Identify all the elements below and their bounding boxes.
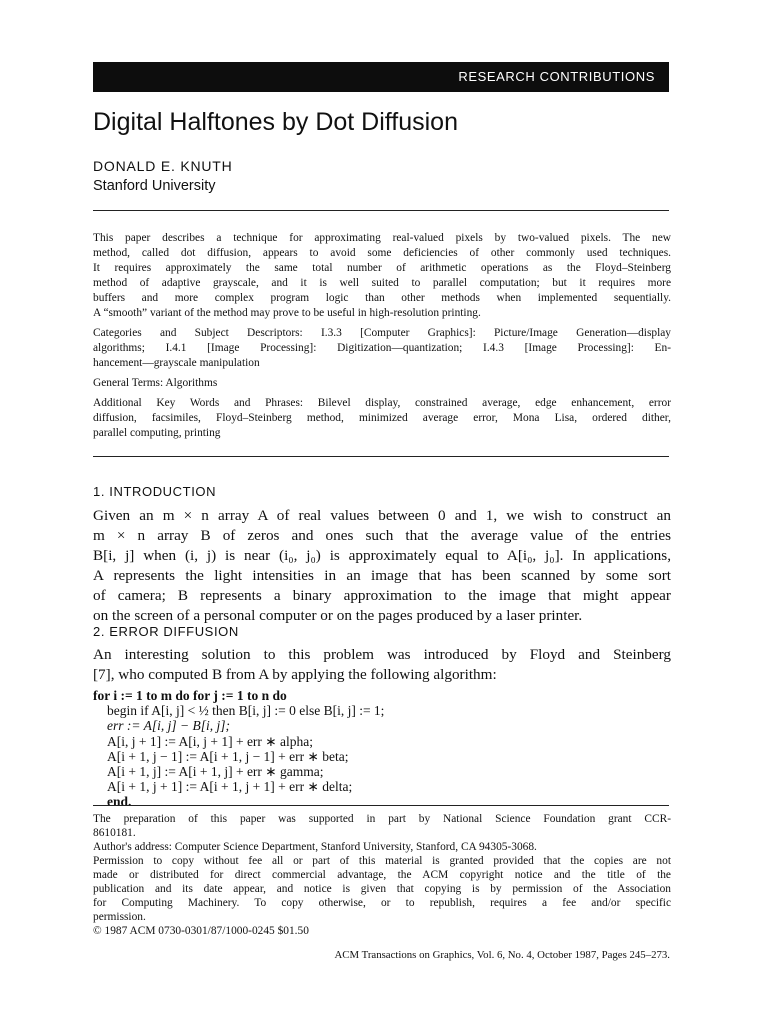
footnote-line: for Computing Machinery. To copy otherwise, or to republish, requires a fee and/or specific <box>93 897 671 909</box>
abstract-line: This paper describes a technique for approximating real-valued pixels by two-valued pixels. The new <box>93 232 671 244</box>
body-line: of camera; B represents a binary approximation to the image that might appear <box>93 587 671 604</box>
abstract-line: buffers and more complex program logic than other methods when implemented sequentially. <box>93 292 671 304</box>
body-line: A represents the light intensities in an image that has been scanned by some sort <box>93 567 671 584</box>
algorithm-line: begin if A[i, j] < ½ then B[i, j] := 0 else B[i, j] := 1; <box>107 703 385 719</box>
footnote-line: permission. <box>93 911 146 923</box>
keywords-line: diffusion, facsimiles, Floyd–Steinberg method, minimized average error, Mona Lisa, ordered dither, <box>93 412 671 424</box>
keywords-line: parallel computing, printing <box>93 427 221 439</box>
keywords <box>93 396 671 441</box>
abstract-divider <box>93 456 669 457</box>
algorithm-line: end. <box>107 794 132 810</box>
categories-line: Categories and Subject Descriptors: I.3.3 [Computer Graphics]: Picture/Image Generation—display <box>93 327 671 339</box>
footnote-line: 8610181. <box>93 827 136 839</box>
body-line: B[i, j] when (i, j) is near (i₀, j₀) is approximately equal to A[i₀, j₀]. In applications, <box>93 547 671 564</box>
body-line: m × n array B of zeros and ones such that the average value of the entries <box>93 527 671 544</box>
general-terms <box>93 376 671 391</box>
general-terms-line: General Terms: Algorithms <box>93 377 218 389</box>
abstract-line: A “smooth” variant of the method may prove to be useful in high-resolution printing. <box>93 307 481 319</box>
body-line: Given an m × n array A of real values between 0 and 1, we wish to construct an <box>93 507 671 524</box>
algorithm-line: err := A[i, j] − B[i, j]; <box>107 718 230 734</box>
introduction-paragraph <box>93 506 671 626</box>
footnote-line: The preparation of this paper was supported in part by National Science Foundation grant CCR- <box>93 813 671 825</box>
algorithm-listing <box>93 688 671 810</box>
algorithm-line: for i := 1 to m do for j := 1 to n do <box>93 688 287 703</box>
abstract <box>93 231 671 446</box>
journal-citation: ACM Transactions on Graphics, Vol. 6, No. 4, October 1987, Pages 245–273. <box>334 949 670 961</box>
algorithm-line: A[i, j + 1] := A[i, j + 1] + err ∗ alpha; <box>107 733 313 749</box>
footnote-divider <box>93 805 669 806</box>
footnote-line: made or distributed for direct commercial advantage, the ACM copyright notice and the title of the <box>93 869 671 881</box>
abstract-line: It requires approximately the same total number of arithmetic operations as the Floyd–Steinberg <box>93 262 671 274</box>
body-line: An interesting solution to this problem was introduced by Floyd and Steinberg <box>93 646 671 663</box>
footnote-line: Permission to copy without fee all or part of this material is granted provided that the copies are not <box>93 855 671 867</box>
abstract-paragraph <box>93 231 671 321</box>
categories-descriptors <box>93 326 671 371</box>
paper-title: Digital Halftones by Dot Diffusion <box>93 108 458 136</box>
categories-line: algorithms; I.4.1 [Image Processing]: Digitization—quantization; I.4.3 [Image Processing]: En- <box>93 342 671 354</box>
algorithm-line: A[i + 1, j] := A[i + 1, j] + err ∗ gamma; <box>107 764 324 780</box>
author-affiliation: Stanford University <box>93 178 216 194</box>
section-heading-introduction: 1. INTRODUCTION <box>93 484 217 499</box>
algorithm-line: A[i + 1, j + 1] := A[i + 1, j + 1] + err ∗ delta; <box>107 779 353 795</box>
top-divider <box>93 210 669 211</box>
section-heading-error-diffusion: 2. ERROR DIFFUSION <box>93 624 239 639</box>
section-banner <box>93 62 669 92</box>
body-line: [7], who computed B from A by applying the following algorithm: <box>93 666 497 683</box>
footnote <box>93 812 671 938</box>
body-line: on the screen of a personal computer or on the pages produced by a laser printer. <box>93 607 583 624</box>
abstract-line: method of adaptive grayscale, and it is well suited to parallel computation; but it requires more <box>93 277 671 289</box>
error-diffusion-paragraph <box>93 645 671 685</box>
author-name: DONALD E. KNUTH <box>93 158 233 174</box>
abstract-line: method, called dot diffusion, appears to avoid some deficiencies of other commonly used techniques. <box>93 247 671 259</box>
footnote-line: publication and its date appear, and notice is given that copying is by permission of the Association <box>93 883 671 895</box>
footnote-line: © 1987 ACM 0730-0301/87/1000-0245 $01.50 <box>93 925 309 937</box>
footnote-line: Author's address: Computer Science Department, Stanford University, Stanford, CA 94305-3068. <box>93 841 537 853</box>
banner-label: RESEARCH CONTRIBUTIONS <box>458 69 655 84</box>
keywords-line: Additional Key Words and Phrases: Bilevel display, constrained average, edge enhancement, error <box>93 397 671 409</box>
algorithm-line: A[i + 1, j − 1] := A[i + 1, j − 1] + err ∗ beta; <box>107 748 349 764</box>
categories-line: hancement—grayscale manipulation <box>93 357 260 369</box>
